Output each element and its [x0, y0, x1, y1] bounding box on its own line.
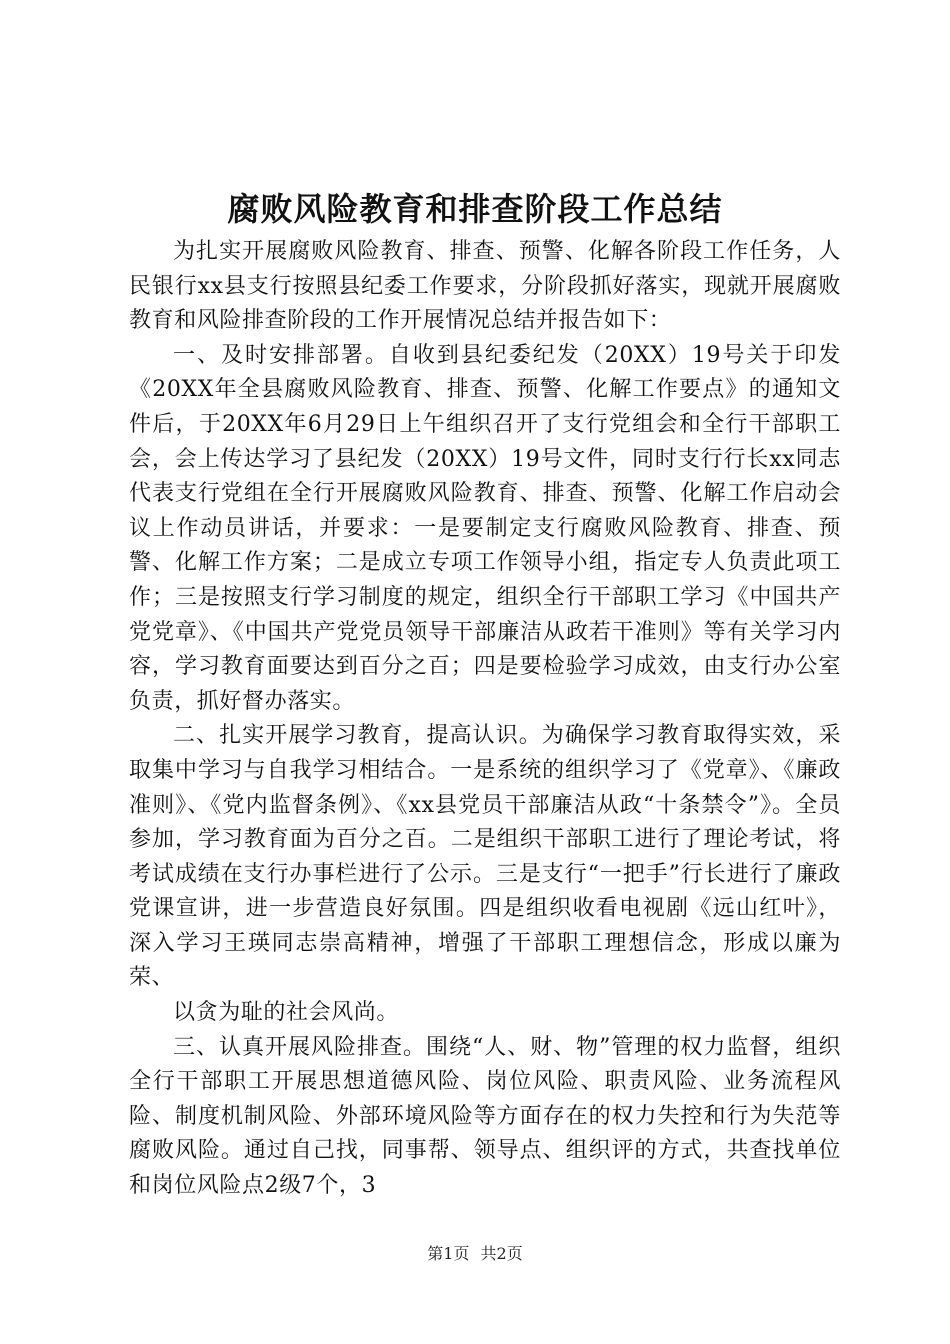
page-total: 共2页	[480, 1244, 523, 1263]
paragraph-section-2: 二、扎实开展学习教育，提高认识。为确保学习教育取得实效，采取集中学习与自我学习相结合。一是系统的组织学习了《党章》、《廉政准则》、《党内监督条例》、《xx县党员干部廉洁从政“十条禁令”》。全员参加，学习教育面为百分之百。二是组织干部职工进行了理论考试，将考试成绩在支行办事栏进行了公示。三是支行“一把手”行长进行了廉政党课宣讲，进一步营造良好氛围。四是组织收看电视剧《远山红叶》，深入学习王瑛同志崇高精神，增强了干部职工理想信念，形成以廉为荣、	[129, 723, 841, 991]
page-footer	[0, 1243, 950, 1265]
paragraph-section-1: 一、及时安排部署。自收到县纪委纪发（20XX）19号关于印发《20XX年全县腐败风险教育、排查、预警、化解工作要点》的通知文件后，于20XX年6月29日上午组织召开了支行党组会和全行干部职工会，会上传达学习了县纪发（20XX）19号文件，同时支行行长xx同志代表支行党组在全行开展腐败风险教育、排查、预警、化解工作启动会议上作动员讲话，并要求：一是要制定支行腐败风险教育、排查、预警、化解工作方案；二是成立专项工作领导小组，指定专人负责此项工作；三是按照支行学习制度的规定，组织全行干部职工学习《中国共产党党章》、《中国共产党党员领导干部廉洁从政若干准则》等有关学习内容，学习教育面要达到百分之百；四是要检验学习成效，由支行办公室负责，抓好督办落实。	[129, 342, 841, 714]
paragraph-continuation: 以贪为耻的社会风尚。	[173, 1000, 400, 1026]
paragraph-intro: 为扎实开展腐败风险教育、排查、预警、化解各阶段工作任务，人民银行xx县支行按照县纪委工作要求，分阶段抓好落实，现就开展腐败教育和风险排查阶段的工作开展情况总结并报告如下：	[129, 239, 841, 334]
page-number: 第1页	[427, 1244, 470, 1263]
paragraph-section-3: 三、认真开展风险排查。围绕“人、财、物”管理的权力监督，组织全行干部职工开展思想道德风险、岗位风险、职责风险、业务流程风险、制度机制风险、外部环境风险等方面存在的权力失控和行为失范等腐败风险。通过自己找，同事帮、领导点、组织评的方式，共查找单位和岗位风险点2级7个，3	[129, 1034, 841, 1199]
document-body	[129, 235, 841, 1204]
document-title: 腐败风险教育和排查阶段工作总结	[227, 190, 723, 228]
